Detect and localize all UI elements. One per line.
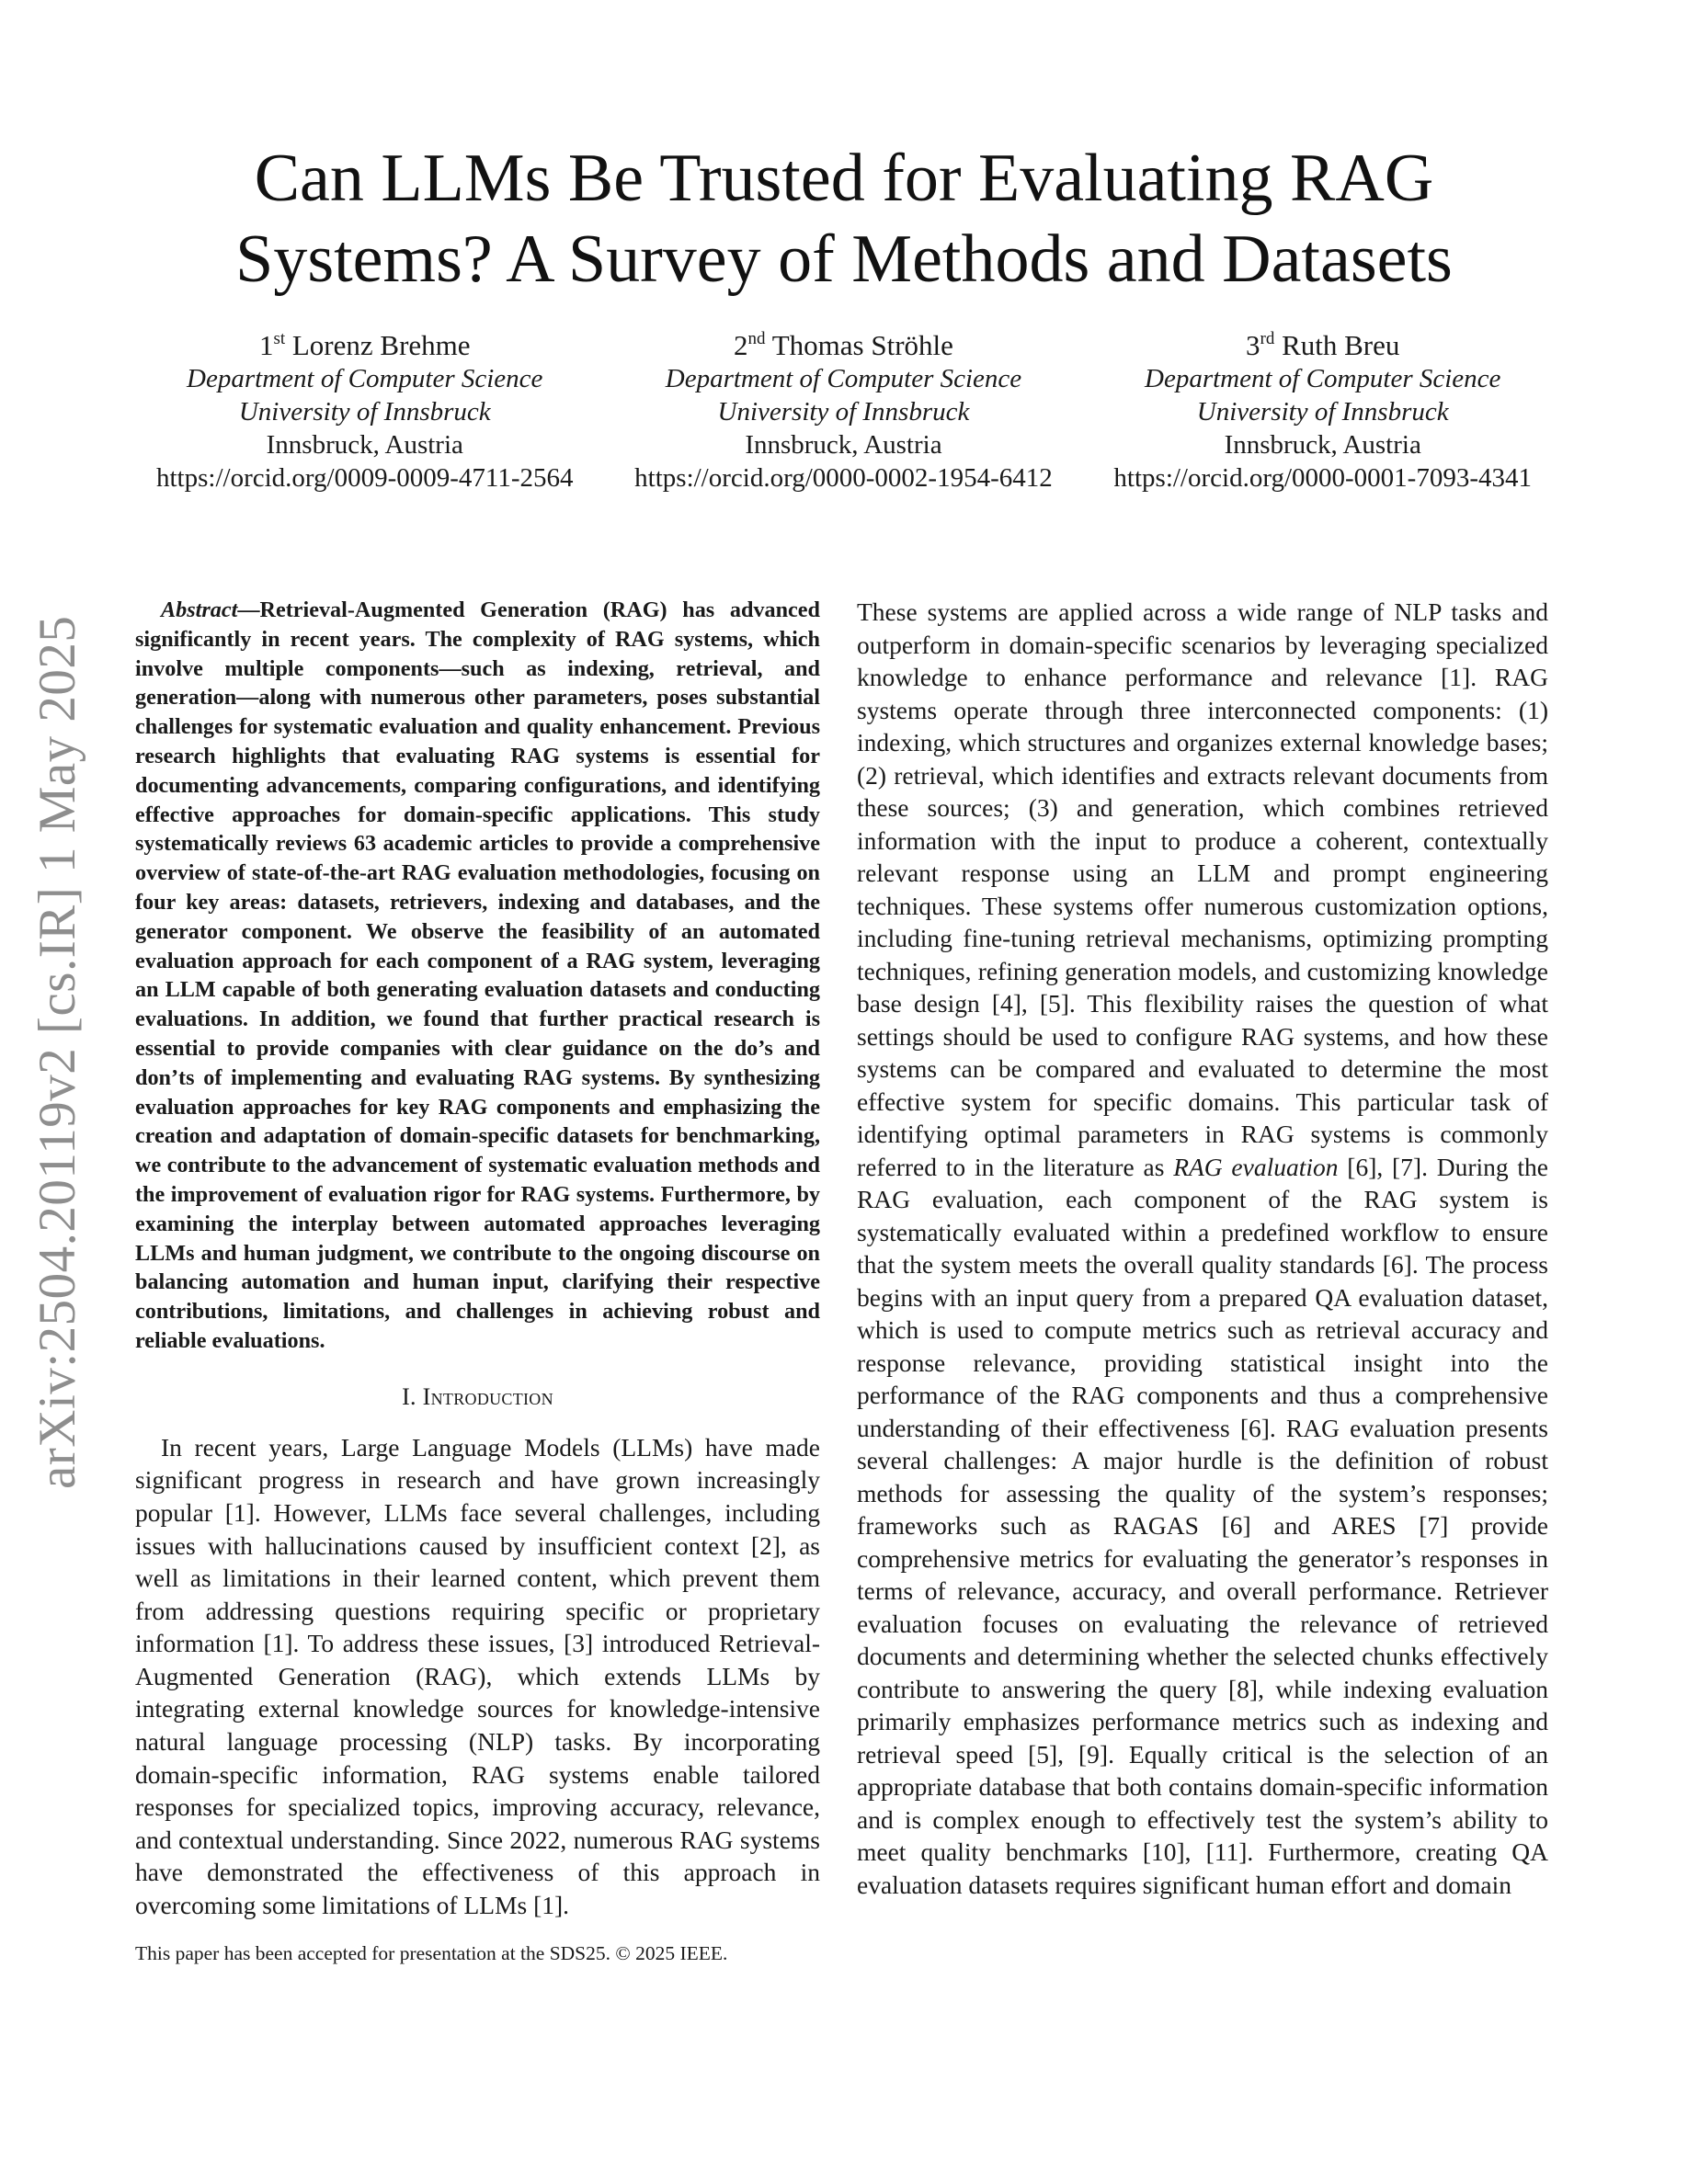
section-title: Introduction <box>422 1382 553 1410</box>
section-number: I. <box>402 1382 416 1410</box>
author-location: Innsbruck, Austria <box>745 430 942 460</box>
introduction-paragraph-2 <box>857 596 1548 1901</box>
acceptance-footnote: This paper has been accepted for presentation at the SDS25. © 2025 IEEE. <box>135 1941 728 1964</box>
author-department: Department of Computer Science <box>1145 364 1501 393</box>
title-line-1: Can LLMs Be Trusted for Evaluating RAG <box>254 141 1434 216</box>
author-1 <box>156 329 574 495</box>
author-name: Thomas Ströhle <box>771 329 953 361</box>
paragraph-text-part-2: [6], [7]. During the RAG evaluation, each component of the RAG system is systematically evaluated within a predefined workflow to ensure that the system meets the overall quality standards [6]. The process begins with an input query from a prepared QA evaluation dataset, which is used to compute metrics such as retrieval accuracy and response relevance, providing statistical insight into the performance of the RAG components and thus a comprehensive understanding of their effectiveness [6]. RAG evaluation presents several challenges: A major hurdle is the definition of robust methods for assessing the quality of the system’s responses; frameworks such as RAGAS [6] and ARES [7] provide comprehensive metrics for evaluating the generator’s responses in terms of relevance, accuracy, and overall performance. Retriever evaluation focuses on evaluating the relevance of retrieved documents and determining whether the selected chunks effectively contribute to answering the query [8], while indexing evaluation primarily emphasizes performance metrics such as indexing and retrieval speed [5], [9]. Equally critical is the selection of an appropriate database that both contains domain-specific information and is complex enough to effectively test the system’s ability to meet quality benchmarks [10], [11]. Furthermore, creating QA evaluation datasets requires significant human effort and domain <box>857 1152 1549 1899</box>
section-heading-introduction <box>135 1383 820 1411</box>
author-name: Ruth Breu <box>1282 329 1400 361</box>
paper-title <box>138 138 1550 300</box>
author-university: University of Innsbruck <box>238 397 491 427</box>
author-ordinal: 3 <box>1246 329 1260 361</box>
author-ordinal-suffix: nd <box>747 329 766 348</box>
author-block <box>156 329 1532 495</box>
title-line-2: Systems? A Survey of Methods and Datasets <box>235 222 1453 297</box>
author-department: Department of Computer Science <box>665 364 1022 393</box>
author-orcid-link[interactable]: https://orcid.org/0000-0002-1954-6412 <box>634 463 1053 493</box>
author-name-line <box>1113 329 1532 362</box>
author-orcid-link[interactable]: https://orcid.org/0009-0009-4711-2564 <box>156 463 574 493</box>
author-location: Innsbruck, Austria <box>266 430 463 460</box>
author-university: University of Innsbruck <box>717 397 970 427</box>
author-name-line <box>156 329 574 362</box>
author-3 <box>1113 329 1532 495</box>
author-orcid-link[interactable]: https://orcid.org/0000-0001-7093-4341 <box>1113 463 1532 493</box>
author-university: University of Innsbruck <box>1196 397 1449 427</box>
author-name-line <box>634 329 1053 362</box>
author-location: Innsbruck, Austria <box>1224 430 1421 460</box>
paragraph-text-part-1: These systems are applied across a wide range of NLP tasks and outperform in domain-specific scenarios by leveraging specialized knowledge to enhance performance and relevance [1]. RAG systems operate through three interconnected components: (1) indexing, which structures and organizes external knowledge bases; (2) retrieval, which identifies and extracts relevant documents from these sources; (3) and generation, which combines retrieved information with the input to produce a coherent, contextually relevant response using an LLM and prompt engineering techniques. These systems offer numerous customization options, including fine-tuning retrieval mechanisms, optimizing prompting techniques, refining generation models, and customizing knowledge base design [4], [5]. This flexibility raises the question of what settings should be used to configure RAG systems, and how these systems can be compared and evaluated to determine the most effective system for specific domains. This particular task of identifying optimal parameters in RAG systems is commonly referred to in the literature as <box>857 597 1548 1181</box>
left-column <box>135 596 820 1966</box>
right-column <box>857 596 1548 1901</box>
abstract-label: Abstract <box>161 597 238 622</box>
author-ordinal-suffix: rd <box>1260 329 1275 348</box>
author-department: Department of Computer Science <box>187 364 543 393</box>
abstract <box>135 596 820 1356</box>
author-ordinal: 1 <box>258 329 274 361</box>
emphasized-term: RAG evaluation <box>1173 1152 1339 1181</box>
author-ordinal: 2 <box>734 329 748 361</box>
abstract-text: —Retrieval-Augmented Generation (RAG) has advanced significantly in recent years. The complexity of RAG systems, which involve multiple components—such as indexing, retrieval, and generation—along with numerous other parameters, poses substantial challenges for systematic evaluation and quality enhancement. Previous research highlights that evaluating RAG systems is essential for documenting advancements, comparing configurations, and identifying effective approaches for domain-specific applications. This study systematically reviews 63 academic articles to provide a comprehensive overview of state-of-the-art RAG evaluation methodologies, focusing on four key areas: datasets, retrievers, indexing and databases, and the generator component. We observe the feasibility of an automated evaluation approach for each component of a RAG system, leveraging an LLM capable of both generating evaluation datasets and conducting evaluations. In addition, we found that further practical research is essential to provide companies with clear guidance on the do’s and don’ts of implementing and evaluating RAG systems. By synthesizing evaluation approaches for key RAG components and emphasizing the creation and adaptation of domain-specific datasets for benchmarking, we contribute to the advancement of systematic evaluation methods and the improvement of evaluation rigor for RAG systems. Furthermore, by examining the interplay between automated approaches leveraging LLMs and human judgment, we contribute to the ongoing discourse on balancing automation and human input, clarifying their respective contributions, limitations, and challenges in achieving robust and reliable evaluations. <box>135 597 820 1353</box>
arxiv-identifier-stamp: arXiv:2504.20119v2 [cs.IR] 1 May 2025 <box>29 615 86 1489</box>
author-name: Lorenz Brehme <box>291 329 471 361</box>
introduction-paragraph-1: In recent years, Large Language Models (LLMs) have made significant progress in research and have grown increasingly popular [1]. However, LLMs face several challenges, including issues with hallucinations caused by insufficient context [2], as well as limitations in their learned content, which prevent them from addressing questions requiring specific or proprietary information [1]. To address these issues, [3] introduced Retrieval-Augmented Generation (RAG), which extends LLMs by integrating external knowledge sources for knowledge-intensive natural language processing (NLP) tasks. By incorporating domain-specific information, RAG systems enable tailored responses for specialized topics, improving accuracy, relevance, and contextual understanding. Since 2022, numerous RAG systems have demonstrated the effectiveness of this approach in overcoming some limitations of LLMs [1]. <box>135 1432 820 1920</box>
author-ordinal-suffix: st <box>273 329 286 348</box>
author-2 <box>634 329 1053 495</box>
